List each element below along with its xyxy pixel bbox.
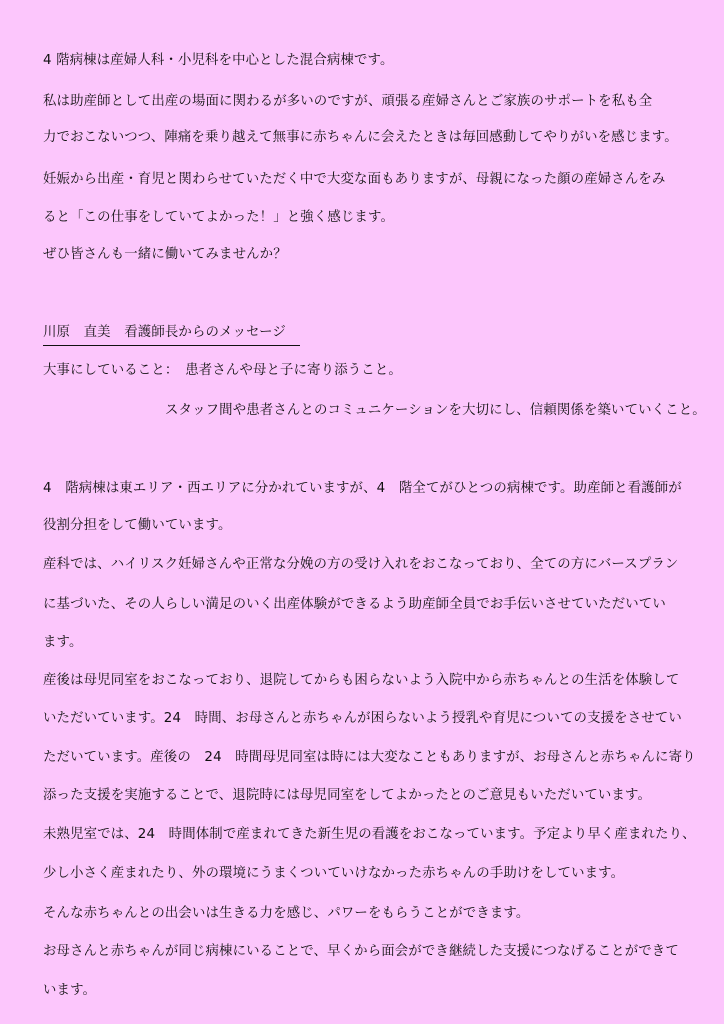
intro-line-6: ぜひ皆さんも一緒に働いてみませんか？ xyxy=(43,247,287,262)
body-line-1: 4 階病棟は東エリア・西エリアに分かれていますが、4 階全てがひとつの病棟です。助産師と看護師が xyxy=(43,481,682,496)
body-line-8: ただいています。産後の 24 時間母児同室は時には大変なこともありますが、お母さんと赤ちゃんに寄り xyxy=(43,750,696,765)
body-line-10: 未熟児室では、24 時間体制で産まれてきた新生児の看護をおこなっています。予定より早く産まれたり、 xyxy=(43,827,696,842)
intro-line-1: 4 階病棟は産婦人科・小児科を中心とした混合病棟です。 xyxy=(43,53,394,68)
intro-line-3: 力でおこないつつ、陣痛を乗り越えて無事に赤ちゃんに会えたときは毎回感動してやりがいを感じます。 xyxy=(43,130,678,145)
body-line-13: お母さんと赤ちゃんが同じ病棟にいることで、早くから面会ができ継続した支援につなげることができて xyxy=(43,944,679,959)
message-heading-row xyxy=(43,324,704,346)
body-line-14: います。 xyxy=(43,983,97,998)
body-line-9: 添った支援を実施することで、退院時には母児同室をしてよかったとのご意見もいただいています。 xyxy=(43,788,651,803)
body-line-4: に基づいた、その人らしい満足のいく出産体験ができるよう助産師全員でお手伝いさせていただいてい xyxy=(43,597,666,612)
intro-line-5: ると「この仕事をしていてよかった！」と強く感じます。 xyxy=(43,210,394,225)
body-line-3: 産科では、ハイリスク妊婦さんや正常な分娩の方の受け入れをおこなっており、全ての方にバースプラン xyxy=(43,557,679,572)
body-line-11: 少し小さく産まれたり、外の環境にうまくついていけなかった赤ちゃんの手助けをしています。 xyxy=(43,866,625,881)
body-line-12: そんな赤ちゃんとの出会いは生きる力を感じ、パワーをもらうことができます。 xyxy=(43,906,530,921)
intro-line-2: 私は助産師として出産の場面に関わるが多いのですが、頑張る産婦さんとご家族のサポートを私も全 xyxy=(43,94,653,109)
intro-line-4: 妊娠から出産・育児と関わらせていただく中で大変な面もありますが、母親になった顔の産婦さんをみ xyxy=(43,172,666,187)
body-line-5: ます。 xyxy=(43,635,83,650)
body-line-7: いただいています。24 時間、お母さんと赤ちゃんが困らないよう授乳や育児についての支援をさせてい xyxy=(43,711,682,726)
message-heading: 川原 直美 看護師長からのメッセージ xyxy=(43,324,300,346)
body-line-2: 役割分担をして働いています。 xyxy=(43,518,232,533)
values-line-2: スタッフ間や患者さんとのコミュニケーションを大切にし、信頼関係を築いていくこと。 xyxy=(165,403,706,418)
values-line-1: 大事にしていること： 患者さんや母と子に寄り添うこと。 xyxy=(43,363,402,378)
body-line-6: 産後は母児同室をおこなっており、退院してからも困らないよう入院中から赤ちゃんとの生活を体験して xyxy=(43,673,680,688)
